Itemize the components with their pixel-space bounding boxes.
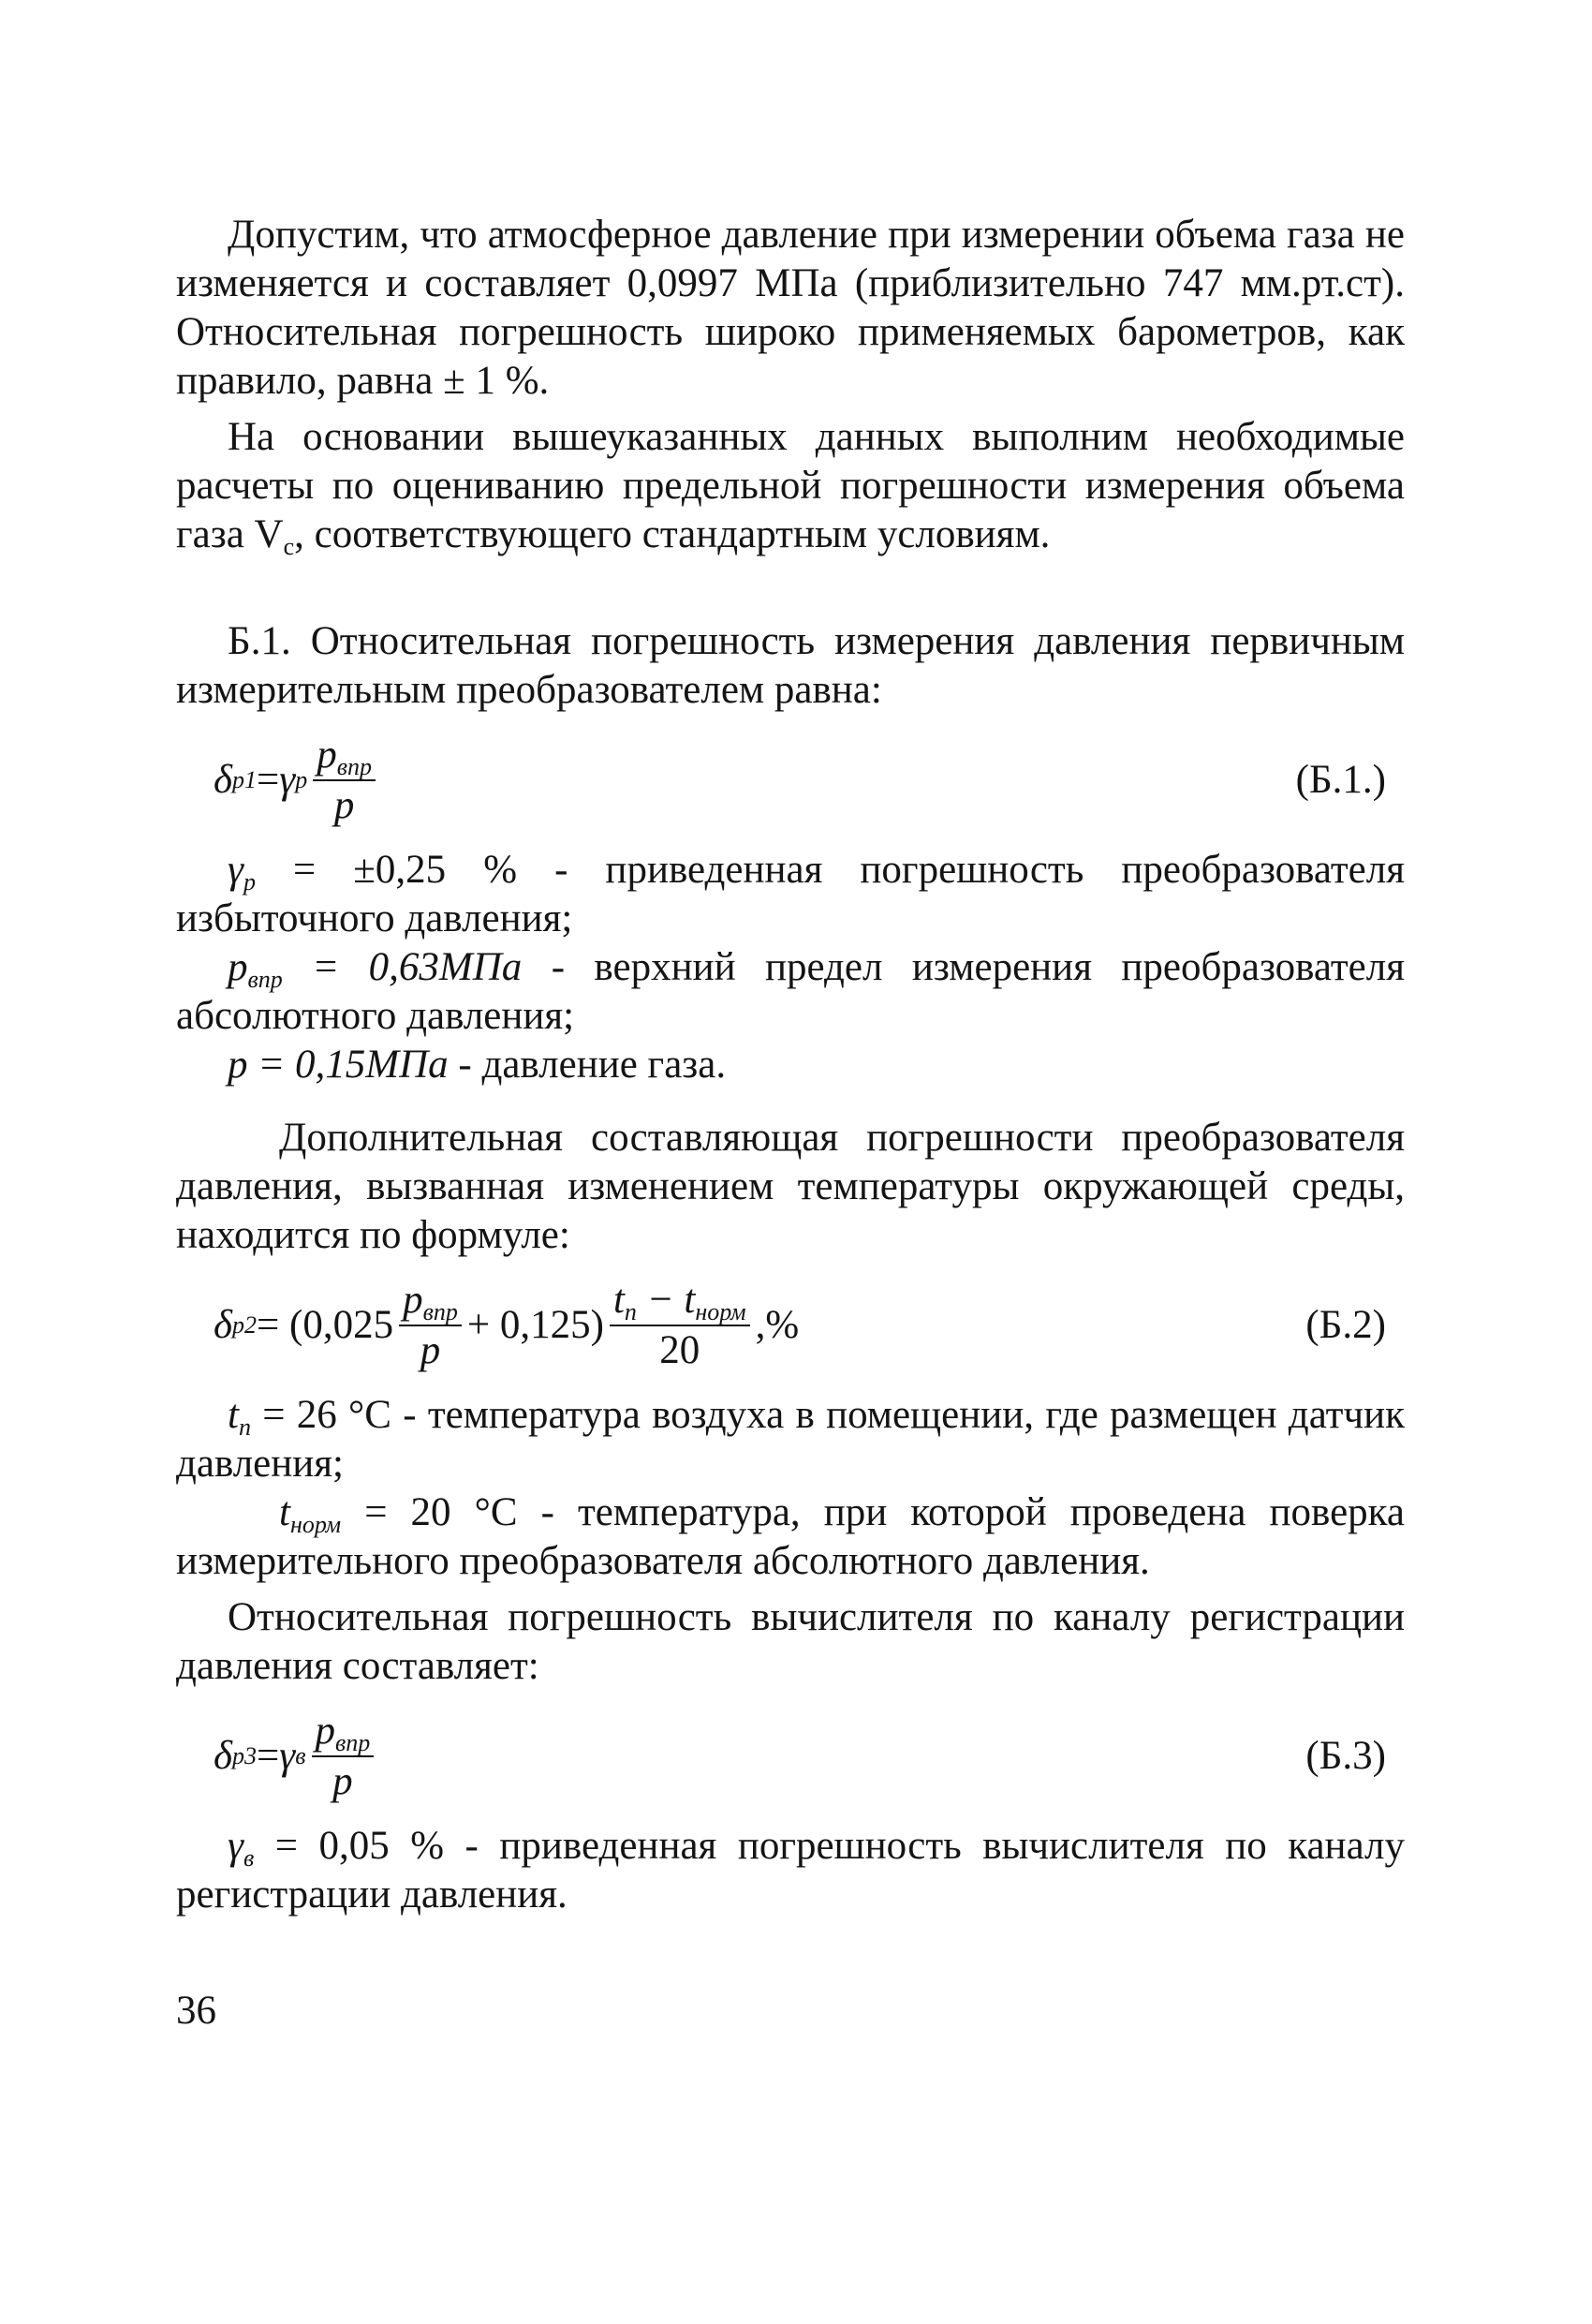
formula-b2-label: (Б.2) <box>1305 1303 1386 1347</box>
formula-b1-fraction: $\frac{p_{впр}}{p}$ <box>313 733 376 828</box>
formula-b1-label: (Б.1.) <box>1295 758 1386 802</box>
section-b1-heading: Б.1. Относительная погрешность измерения давления первичным измерительным преобразователем равна: <box>176 619 1405 712</box>
section-add-paragraph: Дополнительная составляющая погрешности преобразователя давления, вызванная изменением температуры окружающей среды, находится по формуле: <box>176 1116 1405 1257</box>
formula-b1-expression: δ p1 = γ p $\frac{p_{впр}}{p}$ <box>214 724 381 836</box>
definition-p-vpr: $p_{впр} = 0,63МПа$ - верхний предел измерения преобразователя абсолютного давления; <box>176 945 1406 1038</box>
intro-paragraph-2: На основании вышеуказанных данных выполним необходимые расчеты по оцениванию предельной погрешности измерения объема газа $V_с$, соответствующего стандартным условиям. <box>176 415 1405 560</box>
formula-b3-label: (Б.3) <box>1305 1734 1386 1778</box>
formula-b2 <box>176 1269 1405 1382</box>
intro-paragraph-1: Допустим, что атмосферное давление при измерении объема газа не изменяется и составляет 0,0997 МПа (приблизительно 747 мм.рт.ст). Относительная погрешность широко применяемых барометров, как правило, равна ± 1 %. <box>176 213 1405 403</box>
formula-b3-fraction: $\frac{p_{впр}}{p}$ <box>312 1709 375 1804</box>
formula-b2-expression: δ p2 = (0,025 $\frac{p_{впр}}{p}$ + 0,125) $\frac{t_п - t_{норм}}{20}$ ,% <box>214 1278 800 1372</box>
formula-b2-fraction-1: $\frac{p_{впр}}{p}$ <box>399 1278 462 1373</box>
page-content <box>176 211 1405 1919</box>
formula-b3-expression: δ p3 = γ в $\frac{p_{впр}}{p}$ <box>214 1700 379 1813</box>
definition-tp: $t_п = 26$ °C - температура воздуха в помещении, где размещен датчик давления; <box>176 1393 1405 1486</box>
formula-b1 <box>176 724 1405 836</box>
definition-gamma-v: $\gamma_в = 0,05$ % - приведенная погрешность вычислителя по каналу регистрации давления. <box>176 1824 1405 1917</box>
page-number: 36 <box>176 1989 216 2033</box>
formula-b2-fraction-2: $\frac{t_п - t_{норм}}{20}$ <box>610 1278 750 1373</box>
definition-tnorm: $t_{норм} = 20$ °C - температура, при которой проведена поверка измерительного преобразователя абсолютного давления. <box>176 1490 1405 1583</box>
section-calc-paragraph: Относительная погрешность вычислителя по каналу регистрации давления составляет: <box>176 1595 1405 1688</box>
definition-gamma-p: $\gamma_p = \pm 0,25$ % - приведенная погрешность преобразователя избыточного давления; <box>176 848 1405 940</box>
definition-p: p = 0,15МПа - давление газа. <box>228 1043 727 1087</box>
formula-b3 <box>176 1700 1405 1813</box>
